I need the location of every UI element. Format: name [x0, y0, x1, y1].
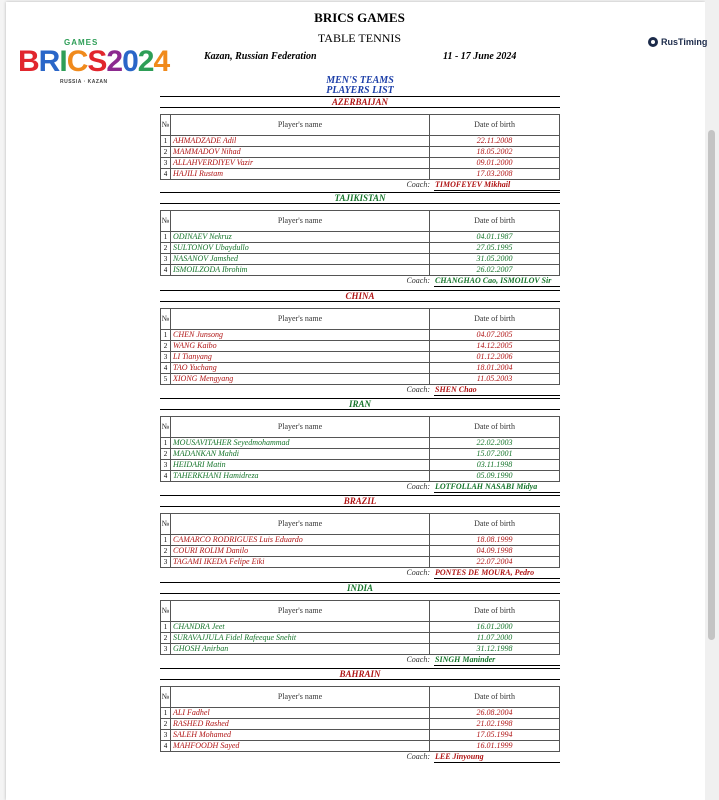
event-dates: 11 - 17 June 2024: [443, 51, 517, 62]
player-number: 4: [161, 265, 171, 276]
rustiming-text: RusTiming: [661, 37, 708, 47]
player-dob: 22.02.2003: [430, 438, 560, 449]
player-name: GHOSH Anirban: [171, 644, 430, 655]
player-number: 3: [161, 557, 171, 568]
player-name: AHMADZADE Adil: [171, 136, 430, 147]
player-name: ALLAHVERDIYEV Vazir: [171, 158, 430, 169]
table-row: [161, 557, 560, 568]
column-header-number: №: [161, 601, 171, 622]
logo-letter: S: [87, 45, 107, 78]
column-header-number: №: [161, 211, 171, 232]
player-number: 3: [161, 460, 171, 471]
player-name: COURI ROLIM Danilo: [171, 546, 430, 557]
table-row: [161, 546, 560, 557]
team-section: [160, 398, 560, 492]
player-number: 1: [161, 438, 171, 449]
player-name: WANG Kaibo: [171, 341, 430, 352]
player-dob: 22.11.2008: [430, 136, 560, 147]
team-section: [160, 582, 560, 665]
table-row: [161, 136, 560, 147]
player-dob: 18.08.1999: [430, 535, 560, 546]
player-dob: 27.05.1995: [430, 243, 560, 254]
logo-wordmark: [18, 44, 169, 80]
table-header-row: [161, 514, 560, 535]
player-number: 3: [161, 254, 171, 265]
player-number: 3: [161, 158, 171, 169]
player-dob: 22.07.2004: [430, 557, 560, 568]
table-row: [161, 535, 560, 546]
table-row: [161, 352, 560, 363]
coach-name: TIMOFEYEV Mikhail: [435, 180, 511, 189]
player-number: 2: [161, 449, 171, 460]
table-row: [161, 741, 560, 752]
table-row: [161, 330, 560, 341]
table-row: [161, 730, 560, 741]
player-name: TAGAMI IKEDA Felipe Eiki: [171, 557, 430, 568]
column-header-dob: Date of birth: [430, 601, 560, 622]
table-row: [161, 158, 560, 169]
player-number: 3: [161, 352, 171, 363]
coach-row: [160, 752, 560, 762]
coach-row: [160, 568, 560, 578]
table-row: [161, 633, 560, 644]
column-header-name: Player's name: [171, 115, 430, 136]
player-number: 1: [161, 330, 171, 341]
logo-letter: 4: [153, 45, 170, 78]
table-row: [161, 644, 560, 655]
column-header-dob: Date of birth: [430, 417, 560, 438]
player-number: 1: [161, 535, 171, 546]
coach-name: CHANGHAO Cao, ISMOILOV Sir: [435, 276, 552, 285]
player-dob: 17.03.2008: [430, 169, 560, 180]
column-header-name: Player's name: [171, 211, 430, 232]
table-header-row: [161, 687, 560, 708]
column-header-dob: Date of birth: [430, 514, 560, 535]
document-title: BRICS GAMES: [314, 10, 405, 25]
players-table: [160, 114, 560, 180]
table-row: [161, 374, 560, 385]
column-header-name: Player's name: [171, 417, 430, 438]
player-number: 2: [161, 546, 171, 557]
player-number: 2: [161, 147, 171, 158]
table-header-row: [161, 417, 560, 438]
player-name: MAHFOODH Sayed: [171, 741, 430, 752]
player-number: 5: [161, 374, 171, 385]
player-dob: 26.08.2004: [430, 708, 560, 719]
player-dob: 26.02.2007: [430, 265, 560, 276]
table-row: [161, 147, 560, 158]
player-dob: 09.01.2000: [430, 158, 560, 169]
player-dob: 15.07.2001: [430, 449, 560, 460]
player-dob: 31.12.1998: [430, 644, 560, 655]
team-section: [160, 668, 560, 762]
column-header-number: №: [161, 309, 171, 330]
player-dob: 04.07.2005: [430, 330, 560, 341]
event-location: Kazan, Russian Federation: [204, 51, 317, 62]
players-list-title: PLAYERS LIST: [326, 85, 394, 96]
coach-row: [160, 180, 560, 190]
team-name: INDIA: [160, 582, 560, 594]
players-table: [160, 210, 560, 276]
table-row: [161, 254, 560, 265]
player-name: CHEN Junsong: [171, 330, 430, 341]
table-row: [161, 622, 560, 633]
table-header-row: [161, 601, 560, 622]
logo-games-text: GAMES: [64, 38, 99, 47]
table-row: [161, 243, 560, 254]
event-category: MEN'S TEAMS: [326, 75, 394, 86]
player-name: CAMARCO RODRIGUES Luis Eduardo: [171, 535, 430, 546]
logo-letter: C: [66, 45, 88, 78]
column-header-number: №: [161, 417, 171, 438]
coach-label: Coach:: [406, 568, 430, 577]
players-table: [160, 600, 560, 655]
coach-label: Coach:: [406, 482, 430, 491]
player-dob: 11.05.2003: [430, 374, 560, 385]
player-name: RASHED Rashed: [171, 719, 430, 730]
player-name: TAHERKHANI Hamidreza: [171, 471, 430, 482]
table-row: [161, 232, 560, 243]
team-section: [160, 192, 560, 286]
player-dob: 14.12.2005: [430, 341, 560, 352]
coach-row: [160, 276, 560, 286]
table-row: [161, 363, 560, 374]
player-name: ODINAEV Nekruz: [171, 232, 430, 243]
player-dob: 04.01.1987: [430, 232, 560, 243]
table-row: [161, 169, 560, 180]
player-number: 4: [161, 471, 171, 482]
player-number: 4: [161, 169, 171, 180]
player-number: 2: [161, 243, 171, 254]
player-number: 4: [161, 363, 171, 374]
player-number: 1: [161, 232, 171, 243]
column-header-dob: Date of birth: [430, 309, 560, 330]
player-dob: 04.09.1998: [430, 546, 560, 557]
player-dob: 03.11.1998: [430, 460, 560, 471]
player-number: 3: [161, 644, 171, 655]
player-name: CHANDRA Jeet: [171, 622, 430, 633]
coach-row: [160, 655, 560, 665]
player-dob: 17.05.1994: [430, 730, 560, 741]
table-row: [161, 449, 560, 460]
table-row: [161, 708, 560, 719]
player-name: SALEH Mohamed: [171, 730, 430, 741]
coach-label: Coach:: [406, 655, 430, 664]
player-number: 2: [161, 341, 171, 352]
player-number: 4: [161, 741, 171, 752]
coach-label: Coach:: [406, 752, 430, 761]
logo-letter: 2: [106, 45, 123, 78]
coach-name: SINGH Maninder: [435, 655, 496, 664]
column-header-number: №: [161, 115, 171, 136]
team-name: BRAZIL: [160, 495, 560, 507]
player-dob: 18.01.2004: [430, 363, 560, 374]
coach-row: [160, 482, 560, 492]
team-name: CHINA: [160, 290, 560, 302]
player-dob: 18.05.2002: [430, 147, 560, 158]
coach-label: Coach:: [406, 385, 430, 394]
players-table: [160, 686, 560, 752]
logo-letter: R: [38, 45, 60, 78]
logo-letter: I: [59, 45, 67, 78]
team-name: TAJIKISTAN: [160, 192, 560, 204]
logo-letter: B: [18, 45, 39, 78]
column-header-dob: Date of birth: [430, 115, 560, 136]
column-header-dob: Date of birth: [430, 211, 560, 232]
players-table: [160, 308, 560, 385]
table-row: [161, 438, 560, 449]
player-dob: 05.09.1990: [430, 471, 560, 482]
table-row: [161, 471, 560, 482]
logo-letter: 2: [137, 45, 154, 78]
player-dob: 16.01.2000: [430, 622, 560, 633]
table-row: [161, 265, 560, 276]
player-number: 3: [161, 730, 171, 741]
table-header-row: [161, 309, 560, 330]
table-row: [161, 341, 560, 352]
player-name: LI Tianyang: [171, 352, 430, 363]
player-name: SURAVAJJULA Fidel Rafeeque Snehit: [171, 633, 430, 644]
player-number: 1: [161, 622, 171, 633]
player-dob: 11.07.2000: [430, 633, 560, 644]
column-header-name: Player's name: [171, 514, 430, 535]
player-dob: 16.01.1999: [430, 741, 560, 752]
column-header-number: №: [161, 687, 171, 708]
coach-name: LOTFOLLAH NASABI Midya: [435, 482, 538, 491]
scrollbar-thumb[interactable]: [708, 130, 715, 640]
coach-name: LEE Jinyoung: [435, 752, 484, 761]
table-header-row: [161, 211, 560, 232]
table-row: [161, 460, 560, 471]
column-header-dob: Date of birth: [430, 687, 560, 708]
logo-letter: 0: [122, 45, 138, 78]
team-section: [160, 96, 560, 190]
players-table: [160, 513, 560, 568]
team-name: BAHRAIN: [160, 668, 560, 680]
player-name: HAJILI Rustam: [171, 169, 430, 180]
coach-label: Coach:: [406, 180, 430, 189]
sport-title: TABLE TENNIS: [317, 31, 402, 45]
player-name: SULTONOV Ubaydullo: [171, 243, 430, 254]
column-header-number: №: [161, 514, 171, 535]
column-header-name: Player's name: [171, 687, 430, 708]
team-name: IRAN: [160, 398, 560, 410]
player-number: 1: [161, 708, 171, 719]
coach-name: PONTES DE MOURA, Pedro: [435, 568, 535, 577]
player-name: MAMMADOV Nihad: [171, 147, 430, 158]
player-name: TAO Yuchang: [171, 363, 430, 374]
player-name: MADANKAN Mahdi: [171, 449, 430, 460]
player-number: 2: [161, 633, 171, 644]
team-section: [160, 290, 560, 395]
logo-city-text: RUSSIA · KAZAN: [60, 79, 108, 85]
player-dob: 31.05.2000: [430, 254, 560, 265]
coach-label: Coach:: [406, 276, 430, 285]
table-row: [161, 719, 560, 730]
players-table: [160, 416, 560, 482]
team-name: AZERBAIJAN: [160, 96, 560, 108]
player-name: HEIDARI Matin: [171, 460, 430, 471]
team-section: [160, 495, 560, 578]
player-name: XIONG Mengyang: [171, 374, 430, 385]
player-dob: 21.02.1998: [430, 719, 560, 730]
player-number: 1: [161, 136, 171, 147]
player-name: MOUSAVITAHER Seyedmohammad: [171, 438, 430, 449]
coach-name: SHEN Chao: [435, 385, 477, 394]
player-number: 2: [161, 719, 171, 730]
player-name: ALI Fadhel: [171, 708, 430, 719]
coach-row: [160, 385, 560, 395]
player-name: NASANOV Jamshed: [171, 254, 430, 265]
table-header-row: [161, 115, 560, 136]
player-name: ISMOILZODA Ibrohim: [171, 265, 430, 276]
player-dob: 01.12.2006: [430, 352, 560, 363]
column-header-name: Player's name: [171, 309, 430, 330]
column-header-name: Player's name: [171, 601, 430, 622]
